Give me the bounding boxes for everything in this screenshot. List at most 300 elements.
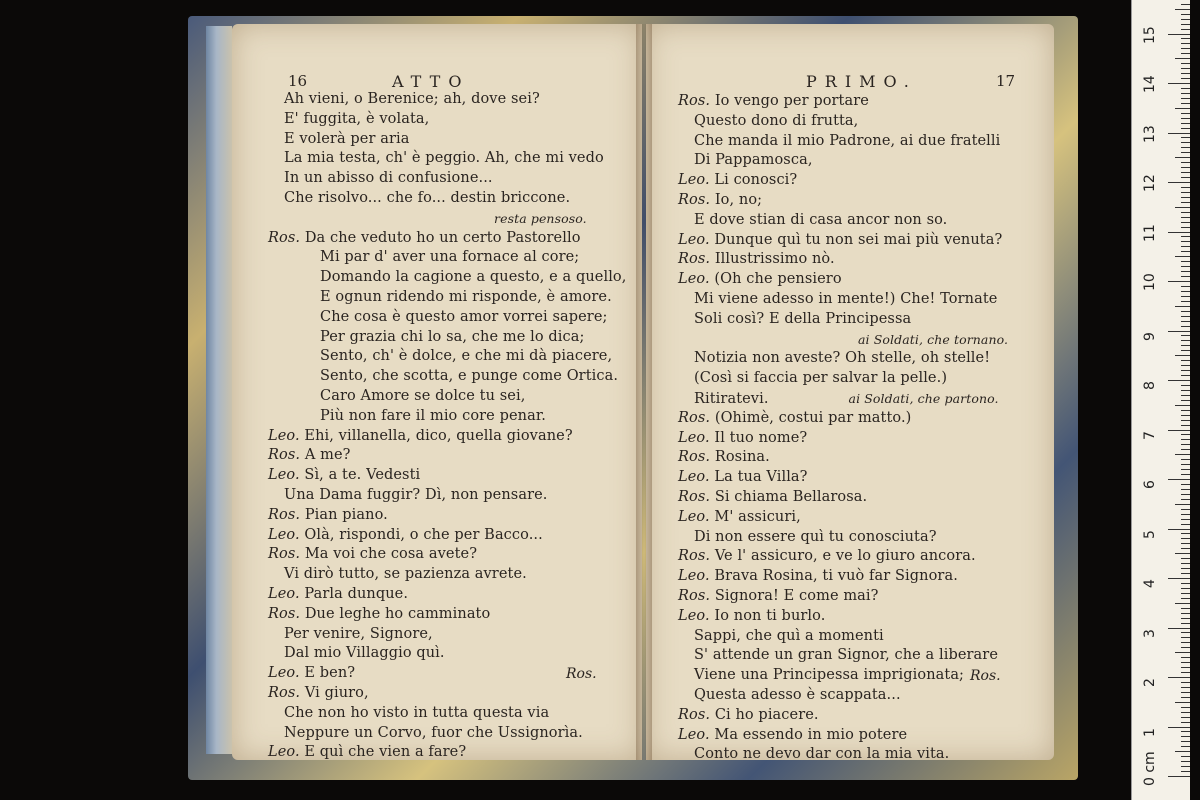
line-text: In un abisso di confusione... (284, 170, 493, 187)
book-gutter (636, 24, 652, 760)
speaker-label: Leo. (268, 744, 305, 761)
line-text: Parla dunque. (304, 585, 409, 602)
text-line (268, 328, 626, 348)
ruler-tick (1181, 187, 1190, 188)
line-text: Soli così? E della Principessa (694, 310, 912, 327)
ruler-tick (1181, 98, 1190, 99)
line-text: Di Pappamosca, (694, 152, 813, 169)
text-line (268, 625, 626, 645)
speaker-label: Leo. (678, 726, 715, 743)
ruler-tick (1175, 58, 1190, 59)
line-text: Vi dirò tutto, se pazienza avrete. (284, 566, 527, 583)
ruler-tick (1181, 657, 1190, 658)
text-line (268, 684, 626, 704)
speaker-label: Leo. (268, 665, 305, 682)
ruler-tick (1175, 751, 1190, 752)
ruler-tick (1181, 425, 1190, 426)
line-text: Che manda il mio Padrone, ai due fratelli (694, 132, 1001, 149)
text-line (678, 706, 1008, 726)
line-text: Per venire, Signore, (284, 625, 433, 642)
ruler-tick (1181, 365, 1190, 366)
ruler-tick (1181, 246, 1190, 247)
ruler-tick (1181, 296, 1190, 297)
ruler-tick (1181, 128, 1190, 129)
text-line (678, 171, 1008, 191)
text-line (268, 644, 626, 664)
ruler-tick (1181, 756, 1190, 757)
text-line (268, 308, 626, 328)
left-page-number: 16 (288, 72, 308, 90)
line-text: S' attende un gran Signor, che a liberare (694, 647, 999, 664)
text-line (268, 743, 626, 763)
left-catchword: Ros. (566, 666, 597, 682)
text-line (268, 387, 626, 407)
ruler-tick (1181, 48, 1190, 49)
right-running-head: PRIMO. (806, 72, 917, 91)
text-line (678, 468, 1008, 488)
ruler-label: 6 (1142, 480, 1158, 489)
text-line (268, 407, 626, 427)
ruler-tick (1181, 340, 1190, 341)
ruler-tick (1181, 697, 1190, 698)
speaker-label: Leo. (678, 429, 715, 446)
ruler-tick (1168, 133, 1190, 134)
line-text: Notizia non aveste? Oh stelle, oh stelle! (694, 350, 991, 367)
ruler-tick (1175, 702, 1190, 703)
line-text: La mia testa, ch' è peggio. Ah, che mi vedo (284, 150, 604, 167)
line-text: A me? (304, 447, 351, 464)
line-text: Dal mio Villaggio quì. (284, 645, 445, 662)
ruler-tick (1181, 519, 1190, 520)
line-text: Signora! E come mai? (714, 587, 879, 604)
text-line (268, 248, 626, 268)
text-line (678, 92, 1008, 112)
line-text: E quì che vien a fare? (304, 744, 467, 761)
ruler-tick (1181, 459, 1190, 460)
ruler-tick (1181, 741, 1190, 742)
ruler-tick (1181, 632, 1190, 633)
ruler-label: 0 cm (1142, 751, 1158, 786)
ruler-tick (1181, 469, 1190, 470)
speaker-label: Leo. (268, 526, 305, 543)
line-text: Si chiama Bellarosa. (714, 488, 868, 505)
ruler-tick (1181, 43, 1190, 44)
speaker-label: Leo. (268, 427, 305, 444)
text-line (678, 666, 1008, 686)
text-line (268, 486, 626, 506)
text-line (268, 229, 626, 249)
text-line (678, 587, 1008, 607)
speaker-label: Ros. (268, 684, 305, 701)
right-page-text (678, 92, 1008, 765)
ruler-tick (1181, 707, 1190, 708)
ruler-tick (1181, 316, 1190, 317)
ruler-tick (1181, 439, 1190, 440)
ruler-label: 4 (1142, 579, 1158, 588)
text-line (268, 347, 626, 367)
speaker-label: Leo. (678, 568, 715, 585)
line-text: Di non essere quì tu conosciuta? (694, 528, 937, 545)
line-text: Ah vieni, o Berenice; ah, dove sei? (284, 91, 540, 107)
ruler-tick (1181, 227, 1190, 228)
ruler-tick (1168, 578, 1190, 579)
line-text: Illustrissimo nò. (714, 251, 835, 268)
ruler-label: 14 (1142, 75, 1158, 93)
ruler-tick (1181, 286, 1190, 287)
text-line (678, 726, 1008, 746)
ruler-tick (1181, 618, 1190, 619)
ruler-tick (1181, 291, 1190, 292)
ruler-label: 10 (1142, 273, 1158, 291)
text-line (268, 169, 626, 189)
ruler-label: 15 (1142, 25, 1158, 44)
text-line (268, 130, 626, 150)
speaker-label: Ros. (268, 605, 305, 622)
ruler-tick (1181, 746, 1190, 747)
ruler-tick (1168, 529, 1190, 530)
ruler-tick (1181, 167, 1190, 168)
ruler-tick (1181, 771, 1190, 772)
line-text: Questo dono di frutta, (694, 112, 859, 129)
line-text: Sappi, che quì a momenti (694, 627, 884, 644)
ruler-tick (1168, 380, 1190, 381)
ruler-tick (1181, 395, 1190, 396)
ruler-tick (1168, 281, 1190, 282)
ruler-tick (1181, 73, 1190, 74)
text-line (268, 724, 626, 744)
speaker-label: Ros. (678, 409, 715, 426)
ruler-tick (1181, 588, 1190, 589)
line-text: Io, no; (714, 191, 763, 208)
speaker-label: Leo. (678, 469, 715, 486)
line-text: Questa adesso è scappata... (694, 686, 901, 703)
ruler-tick (1175, 306, 1190, 307)
ruler-tick (1181, 731, 1190, 732)
line-text: Ve l' assicuro, e ve lo giuro ancora. (714, 548, 976, 565)
text-line (268, 446, 626, 466)
text-line (678, 290, 1008, 310)
ruler-tick (1181, 444, 1190, 445)
ruler-tick (1181, 118, 1190, 119)
ruler-tick (1181, 197, 1190, 198)
line-text: Io vengo per portare (714, 93, 869, 109)
ruler-tick (1181, 543, 1190, 544)
text-line (678, 627, 1008, 647)
line-text: Io non ti burlo. (714, 607, 826, 624)
speaker-label: Ros. (678, 449, 715, 466)
ruler-tick (1181, 266, 1190, 267)
ruler-tick (1181, 672, 1190, 673)
ruler-tick (1181, 276, 1190, 277)
text-line (268, 506, 626, 526)
ruler-tick (1181, 123, 1190, 124)
line-text: Due leghe ho camminato (304, 605, 491, 622)
ruler-tick (1181, 538, 1190, 539)
line-text: Che risolvo... che fo... destin briccone. (284, 189, 571, 206)
line-text: (Così si faccia per salvar la pelle.) (694, 370, 948, 387)
text-line (678, 389, 1008, 409)
ruler-tick (1181, 385, 1190, 386)
ruler-tick (1181, 390, 1190, 391)
text-line (268, 90, 626, 110)
line-text: E dove stian di casa ancor non so. (694, 211, 948, 228)
ruler-tick (1181, 548, 1190, 549)
ruler-tick (1168, 677, 1190, 678)
ruler-tick (1181, 29, 1190, 30)
ruler-tick (1181, 717, 1190, 718)
ruler-tick (1181, 509, 1190, 510)
line-text: Il tuo nome? (714, 429, 808, 446)
speaker-label: Ros. (678, 706, 715, 723)
ruler-tick (1181, 63, 1190, 64)
line-text: Sento, ch' è dolce, e che mi dà piacere, (320, 348, 613, 365)
ruler-tick (1175, 553, 1190, 554)
ruler-tick (1181, 301, 1190, 302)
text-line (678, 151, 1008, 171)
ruler-tick (1181, 400, 1190, 401)
ruler-tick (1181, 494, 1190, 495)
ruler-tick (1181, 410, 1190, 411)
ruler-tick (1175, 256, 1190, 257)
text-line (678, 448, 1008, 468)
line-text: Li conosci? (714, 172, 798, 189)
ruler-tick (1181, 642, 1190, 643)
right-page-number: 17 (996, 72, 1016, 90)
text-line (678, 508, 1008, 528)
line-text: Viene una Principessa imprigionata; (694, 667, 965, 684)
text-line (678, 132, 1008, 152)
stage-direction: ai Soldati, che partono. (848, 390, 999, 406)
text-line (678, 488, 1008, 508)
line-text: Per grazia chi lo sa, che me lo dica; (320, 328, 585, 345)
speaker-label: Leo. (268, 467, 305, 484)
text-line (678, 547, 1008, 567)
ruler-tick (1181, 241, 1190, 242)
ruler-tick (1181, 667, 1190, 668)
speaker-label: Ros. (268, 229, 305, 246)
ruler-tick (1181, 172, 1190, 173)
text-line (678, 567, 1008, 587)
ruler-tick (1168, 232, 1190, 233)
ruler-tick (1181, 147, 1190, 148)
line-text: Dunque quì tu non sei mai più venuta? (714, 231, 1003, 248)
ruler-tick (1181, 202, 1190, 203)
text-line (268, 268, 626, 288)
ruler-tick (1181, 370, 1190, 371)
text-line (268, 545, 626, 565)
line-text: Rosina. (714, 449, 770, 466)
line-text: Olà, rispondi, o che per Bacco... (304, 526, 543, 543)
ruler-tick (1181, 736, 1190, 737)
ruler-tick (1181, 722, 1190, 723)
ruler-label: 1 (1142, 727, 1158, 737)
ruler-tick (1175, 108, 1190, 109)
speaker-label: Ros. (678, 587, 715, 604)
ruler-tick (1181, 464, 1190, 465)
ruler-tick (1168, 727, 1190, 728)
ruler-label: 7 (1142, 430, 1158, 440)
ruler-label: 13 (1142, 124, 1158, 143)
speaker-label: Ros. (678, 251, 715, 268)
ruler-tick (1181, 598, 1190, 599)
ruler-tick (1181, 420, 1190, 421)
ruler-label: 9 (1142, 331, 1158, 341)
text-line (678, 310, 1008, 330)
left-running-head: ATTO (392, 72, 470, 91)
ruler-tick (1168, 479, 1190, 480)
text-line (678, 429, 1008, 449)
speaker-label: Leo. (678, 271, 715, 288)
ruler-tick (1181, 14, 1190, 15)
text-line (268, 149, 626, 169)
line-text: Da che veduto ho un certo Pastorello (304, 229, 581, 246)
ruler-tick (1181, 766, 1190, 767)
line-text: Sento, che scotta, e punge come Ortica. (320, 368, 619, 385)
ruler-tick (1175, 9, 1190, 10)
line-text: Ci ho piacere. (714, 706, 819, 723)
ruler-tick (1181, 177, 1190, 178)
ruler-tick (1181, 217, 1190, 218)
line-text: M' assicuri, (714, 508, 801, 525)
speaker-label: Ros. (678, 488, 715, 505)
ruler-tick (1181, 449, 1190, 450)
line-text: Pian piano. (304, 506, 388, 523)
ruler-tick (1181, 311, 1190, 312)
ruler-tick (1181, 271, 1190, 272)
speaker-label: Leo. (678, 172, 715, 189)
ruler-tick (1181, 360, 1190, 361)
text-line (678, 211, 1008, 231)
text-line (678, 330, 1008, 350)
speaker-label: Leo. (678, 607, 715, 624)
text-line (268, 704, 626, 724)
ruler-tick (1181, 137, 1190, 138)
ruler-tick (1181, 524, 1190, 525)
ruler-tick (1181, 608, 1190, 609)
ruler-tick (1181, 350, 1190, 351)
ruler-tick (1181, 103, 1190, 104)
ruler-tick (1181, 558, 1190, 559)
ruler-tick (1181, 568, 1190, 569)
ruler-tick (1181, 692, 1190, 693)
ruler-tick (1181, 222, 1190, 223)
ruler-tick (1181, 68, 1190, 69)
line-text: Ritiratevi. (694, 390, 769, 407)
ruler-tick (1175, 652, 1190, 653)
ruler-tick (1181, 261, 1190, 262)
ruler-tick (1181, 88, 1190, 89)
line-text: E ben? (304, 665, 356, 682)
ruler-tick (1168, 34, 1190, 35)
ruler-tick (1181, 345, 1190, 346)
ruler-tick (1181, 682, 1190, 683)
ruler-tick (1181, 375, 1190, 376)
line-text: (Ohimè, costui par matto.) (714, 409, 912, 426)
text-line (268, 110, 626, 130)
right-catchword: Ros. (970, 668, 1001, 684)
ruler-tick (1181, 78, 1190, 79)
text-line (678, 528, 1008, 548)
speaker-label: Leo. (678, 231, 715, 248)
speaker-label: Ros. (268, 506, 305, 523)
line-text: Ma voi che cosa avete? (304, 546, 478, 563)
text-line (268, 565, 626, 585)
ruler-tick (1181, 637, 1190, 638)
text-line (268, 526, 626, 546)
speaker-label: Leo. (268, 585, 305, 602)
line-text: E ognun ridendo mi risponde, è amore. (320, 288, 612, 305)
ruler-tick (1181, 326, 1190, 327)
text-line (268, 466, 626, 486)
ruler-tick (1181, 113, 1190, 114)
left-page-text (268, 90, 626, 763)
line-text: (Oh che pensiero (714, 271, 842, 288)
line-text: Ma essendo in mio potere (714, 726, 908, 743)
ruler-tick (1181, 434, 1190, 435)
ruler-tick (1181, 321, 1190, 322)
text-line (268, 209, 626, 229)
ruler-tick (1181, 761, 1190, 762)
ruler-tick (1181, 623, 1190, 624)
ruler-tick (1181, 573, 1190, 574)
line-text: Che cosa è questo amor vorrei sapere; (320, 308, 608, 325)
stage-direction: resta pensoso. (494, 210, 587, 226)
text-line (678, 646, 1008, 666)
line-text: Brava Rosina, ti vuò far Signora. (714, 568, 958, 585)
ruler-tick (1181, 474, 1190, 475)
ruler-tick (1175, 504, 1190, 505)
ruler-tick (1175, 207, 1190, 208)
measurement-ruler (1131, 0, 1190, 800)
text-line (678, 349, 1008, 369)
speaker-label: Ros. (678, 548, 715, 565)
ruler-tick (1181, 24, 1190, 25)
ruler-tick (1181, 53, 1190, 54)
ruler-tick (1181, 415, 1190, 416)
ruler-tick (1168, 776, 1190, 777)
ruler-tick (1175, 355, 1190, 356)
line-text: La tua Villa? (714, 469, 808, 486)
ruler-label: 2 (1142, 678, 1158, 687)
ruler-tick (1181, 662, 1190, 663)
text-line (678, 745, 1008, 765)
text-line (678, 250, 1008, 270)
line-text: Neppure un Corvo, fuor che Ussignorìa. (284, 724, 583, 741)
line-text: Mi viene adesso in mente!) Che! Tornate (694, 290, 998, 307)
text-line (268, 288, 626, 308)
ruler-tick (1181, 19, 1190, 20)
line-text: Caro Amore se dolce tu sei, (320, 387, 526, 404)
text-line (268, 427, 626, 447)
ruler-tick (1175, 454, 1190, 455)
ruler-label: 3 (1142, 628, 1158, 638)
text-line (678, 270, 1008, 290)
text-line (268, 605, 626, 625)
line-text: Ehi, villanella, dico, quella giovane? (304, 427, 573, 444)
line-text: Mi par d' aver una fornace al core; (320, 249, 580, 266)
speaker-label: Ros. (268, 546, 305, 563)
text-line (268, 367, 626, 387)
line-text: E' fuggita, è volata, (284, 110, 430, 127)
ruler-tick (1181, 236, 1190, 237)
ruler-tick (1181, 563, 1190, 564)
ruler-tick (1181, 93, 1190, 94)
ruler-tick (1181, 4, 1190, 5)
ruler-tick (1181, 613, 1190, 614)
line-text: E volerà per aria (284, 130, 410, 147)
ruler-tick (1181, 489, 1190, 490)
ruler-label: 5 (1142, 529, 1158, 539)
